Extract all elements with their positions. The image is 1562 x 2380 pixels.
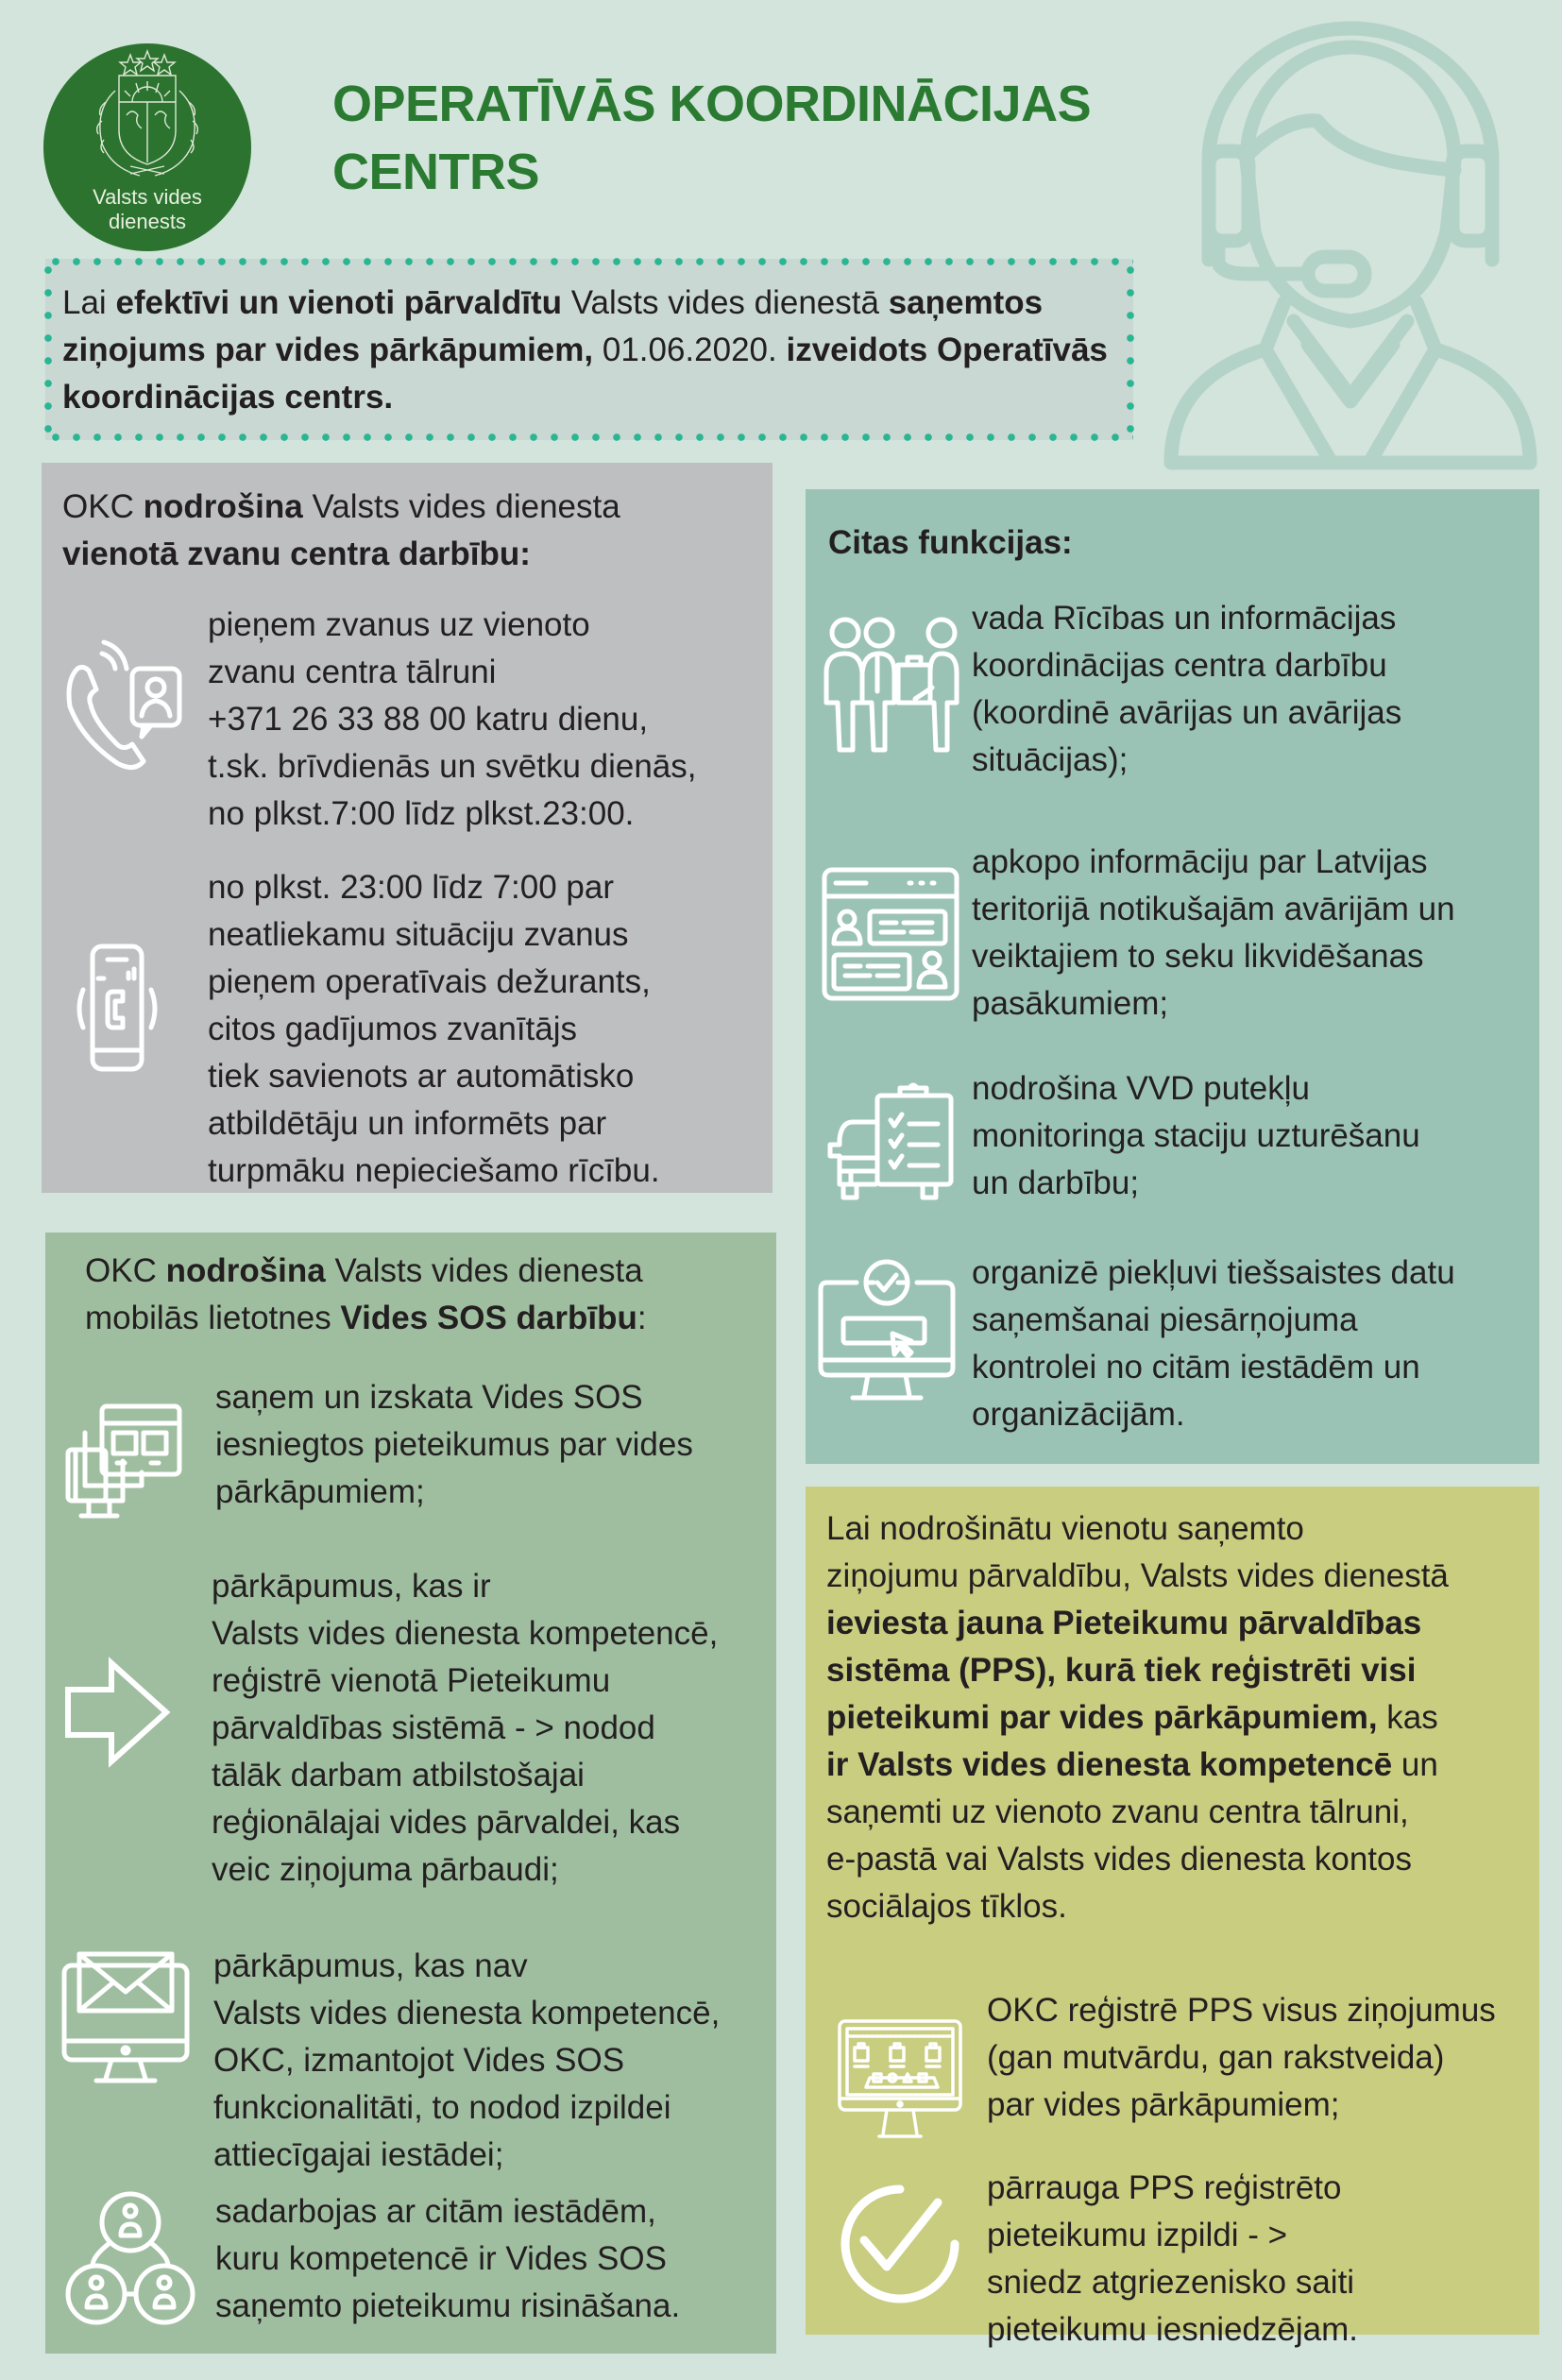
heading-part: OKC — [85, 1252, 166, 1289]
item-line: no plkst. 23:00 līdz 7:00 par — [208, 869, 614, 906]
item-line: koordinācijas centra darbību — [972, 647, 1387, 684]
item-line: pārkāpumus, kas ir — [212, 1568, 491, 1605]
item-line: t.sk. brīvdienās un svētku dienās, — [208, 748, 697, 785]
other-functions-heading — [828, 519, 1518, 567]
call-center-item-2 — [208, 864, 765, 1195]
heading-bold: nodrošina — [143, 488, 303, 525]
other-functions-panel — [806, 489, 1539, 1464]
item-line: saņemto pieteikumu risināšana. — [215, 2287, 681, 2324]
monitor-mail-icon — [59, 1948, 191, 2090]
other-functions-item-3 — [972, 1065, 1537, 1207]
item-line: situācijas); — [972, 741, 1129, 778]
item-line: citos gadījumos zvanītājs — [208, 1011, 578, 1047]
item-line: turpmāku nepieciešamo rīcību. — [208, 1152, 660, 1189]
pps-line: ziņojumu pārvaldību, Valsts vides dienestā — [826, 1557, 1449, 1594]
item-line: pārkāpumus, kas nav — [213, 1947, 528, 1984]
item-line: saņemšanai piesārņojuma — [972, 1301, 1358, 1338]
item-line: pieņem zvanus uz vienoto — [208, 606, 590, 643]
item-line: sniedz atgriezenisko saiti — [987, 2264, 1355, 2301]
page-title — [332, 70, 1107, 206]
logo-text-line1: Valsts vides — [93, 185, 202, 209]
phone-number-line: +371 26 33 88 00 katru dienu, — [208, 701, 649, 738]
other-functions-item-2 — [972, 839, 1537, 1028]
item-line: pārrauga PPS reģistrēto — [987, 2169, 1342, 2206]
item-line: kontrolei no citām iestādēm un — [972, 1349, 1420, 1386]
intro-text-bold: izveidots Operatīvās koordinācijas centrs. — [62, 332, 1108, 416]
item-line: sadarbojas ar citām iestādēm, — [215, 2193, 656, 2230]
pps-line-bold: pieteikumi par vides pārkāpumiem, — [826, 1699, 1378, 1736]
item-line: kuru kompetencē ir Vides SOS — [215, 2240, 667, 2277]
heading-bold: vienotā zvanu centra darbību: — [62, 536, 531, 572]
vides-sos-item-2 — [212, 1563, 776, 1894]
dotted-border-left — [44, 259, 52, 440]
dashboard-profiles-icon — [819, 862, 960, 1004]
item-line: un darbību; — [972, 1164, 1140, 1201]
item-line: vada Rīcības un informācijas — [972, 600, 1397, 637]
pps-line: e-pastā vai Valsts vides dienesta kontos — [826, 1841, 1412, 1878]
intro-text — [62, 280, 1124, 421]
intro-text-bold: efektīvi un vienoti pārvaldītu — [115, 284, 563, 321]
vehicle-checklist-icon — [824, 1082, 957, 1205]
pps-item-1 — [987, 1987, 1538, 2129]
people-network-icon — [64, 2188, 196, 2330]
pps-line-bold: ieviesta jauna Pieteikumu pārvaldības — [826, 1605, 1422, 1641]
phone-call-agent-icon — [49, 631, 191, 773]
page-title-line2: CENTRS — [332, 144, 540, 200]
item-line: (koordinē avārijas un avārijas — [972, 694, 1402, 731]
check-circle-icon — [838, 2182, 960, 2304]
item-line: OKC, izmantojot Vides SOS — [213, 2042, 625, 2079]
page-title-line1: OPERATĪVĀS KOORDINĀCIJAS — [332, 76, 1092, 132]
item-line: veiktajiem to seku likvidēšanas — [972, 938, 1424, 975]
item-line: pieņem operatīvais dežurants, — [208, 963, 651, 1000]
heading-bold: Vides SOS darbību — [340, 1300, 637, 1336]
item-line: OKC reģistrē PPS visus ziņojumus — [987, 1992, 1496, 2029]
agency-logo — [43, 43, 251, 251]
smartphone-ringing-icon — [70, 935, 164, 1077]
pps-line: saņemti uz vienoto zvanu centra tālruni, — [826, 1794, 1409, 1830]
vides-sos-item-3 — [213, 1943, 776, 2179]
monitor-online-access-icon — [815, 1254, 957, 1405]
vides-sos-item-4 — [215, 2188, 778, 2330]
item-line: funkcionalitāti, to nodod izpildei — [213, 2089, 671, 2126]
intro-text-part: 01.06.2020. — [593, 332, 787, 368]
multi-screen-icon — [57, 1395, 189, 1527]
vides-sos-item-1 — [215, 1374, 773, 1516]
other-functions-item-4 — [972, 1250, 1537, 1438]
monitor-registry-icon — [834, 2014, 966, 2146]
call-center-panel — [42, 463, 773, 1193]
intro-text-part: Valsts vides dienestā — [562, 284, 889, 321]
heading-bold: Citas funkcijas: — [828, 524, 1073, 561]
item-line: (gan mutvārdu, gan rakstveida) — [987, 2039, 1445, 2076]
item-line: reģionālajai vides pārvaldei, kas — [212, 1804, 681, 1841]
item-line: Valsts vides dienesta kompetencē, — [213, 1995, 721, 2032]
item-line: nodrošina VVD putekļu — [972, 1070, 1310, 1107]
item-line: pieteikumu iesniedzējam. — [987, 2311, 1358, 2348]
intro-text-part: Lai — [62, 284, 116, 321]
pps-panel — [806, 1487, 1539, 2348]
item-line: reģistrē vienotā Pieteikumu — [212, 1662, 611, 1699]
pps-item-2 — [987, 2165, 1538, 2354]
heading-bold: nodrošina — [165, 1252, 326, 1289]
item-line: organizācijām. — [972, 1396, 1185, 1433]
pps-line-part: un — [1392, 1746, 1438, 1783]
item-line: apkopo informāciju par Latvijas — [972, 843, 1428, 880]
pps-description — [826, 1505, 1535, 1930]
dotted-border-top — [45, 258, 1133, 265]
item-line: veic ziņojuma pārbaudi; — [212, 1851, 559, 1888]
item-line: atbildētāju un informēts par — [208, 1105, 607, 1142]
heading-part: Valsts vides dienesta — [302, 488, 620, 525]
intro-text-bold: saņemtos ziņojums par vides pārkāpumiem, — [62, 284, 1044, 368]
item-line: neatliekamu situāciju zvanus — [208, 916, 629, 953]
item-line: pārvaldības sistēmā - > nodod — [212, 1709, 655, 1746]
heading-part: : — [637, 1300, 647, 1336]
team-briefing-icon — [819, 616, 960, 757]
item-line: Valsts vides dienesta kompetencē, — [212, 1615, 719, 1652]
vides-sos-panel — [45, 1232, 776, 2354]
dotted-border-bottom — [45, 434, 1133, 441]
item-line: tālāk darbam atbilstošajai — [212, 1757, 585, 1794]
item-line: no plkst.7:00 līdz plkst.23:00. — [208, 795, 635, 832]
vides-sos-heading — [85, 1248, 765, 1342]
item-line: zvanu centra tālruni — [208, 654, 497, 690]
pps-line: Lai nodrošinātu vienotu saņemto — [826, 1510, 1304, 1547]
other-functions-item-1 — [972, 595, 1529, 784]
pps-line-bold: ir Valsts vides dienesta kompetencē — [826, 1746, 1393, 1783]
item-line: iesniegtos pieteikumus par vides — [215, 1426, 693, 1463]
call-center-item-1 — [208, 602, 765, 838]
item-line: monitoringa staciju uzturēšanu — [972, 1117, 1420, 1154]
item-line: organizē piekļuvi tiešsaistes datu — [972, 1254, 1455, 1291]
item-line: teritorijā notikušajām avārijām un — [972, 891, 1455, 927]
item-line: pieteikumu izpildi - > — [987, 2217, 1288, 2253]
item-line: attiecīgajai iestādei; — [213, 2136, 504, 2173]
item-line: tiek savienots ar automātisko — [208, 1058, 635, 1095]
pps-line-bold: sistēma (PPS), kurā tiek reģistrēti visi — [826, 1652, 1417, 1689]
heading-part: mobilās lietotnes — [85, 1300, 341, 1336]
intro-box — [45, 259, 1133, 440]
logo-text-line2: dienests — [109, 210, 186, 233]
arrow-right-icon — [62, 1656, 176, 1769]
pps-line: sociālajos tīklos. — [826, 1888, 1067, 1925]
dotted-border-right — [1127, 259, 1134, 440]
call-center-operator-icon — [1143, 19, 1558, 482]
item-line: saņem un izskata Vides SOS — [215, 1379, 643, 1416]
item-line: pasākumiem; — [972, 985, 1169, 1022]
heading-part: OKC — [62, 488, 144, 525]
pps-line-part: kas — [1377, 1699, 1438, 1736]
heading-part: Valsts vides dienesta — [325, 1252, 643, 1289]
item-line: pārkāpumiem; — [215, 1473, 425, 1510]
call-center-heading — [62, 484, 761, 578]
item-line: par vides pārkāpumiem; — [987, 2086, 1340, 2123]
